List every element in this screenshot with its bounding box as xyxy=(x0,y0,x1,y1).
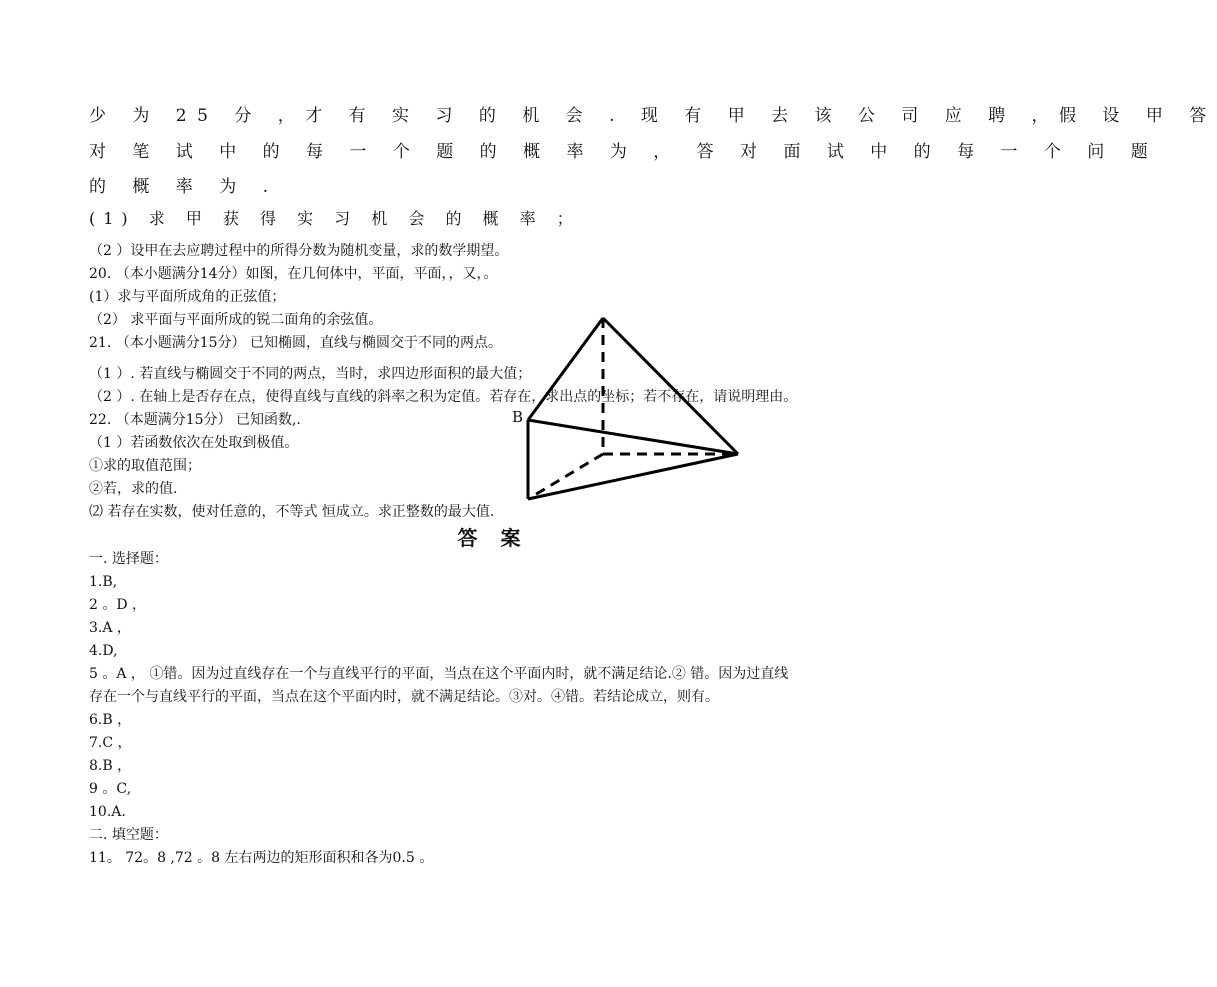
answer-line: 一. 选择题： xyxy=(89,551,168,567)
answer-line: 11。 72。8 ,72 。8 左右两边的矩形面积和各为0.5 。 xyxy=(89,850,434,866)
question-21-part-2: （2 ）. 在轴上是否存在点，使得直线与直线的斜率之积为定值。若存在，求出点的坐标；若不存在，请说明理由。 xyxy=(89,389,798,405)
edge-bottom-right xyxy=(528,454,738,499)
answer-line: 7.C ， xyxy=(89,735,132,751)
edge-b-right xyxy=(528,420,738,454)
question-22-part-1: （1 ）若函数依次在处取到极值。 xyxy=(89,435,299,451)
question-21: 21. （本小题满分15分） 已知椭圆，直线与椭圆交于不同的两点。 xyxy=(89,335,502,351)
problem-line-2: 对 笔 试 中 的 每 一 个 题 的 概 率 为 ， 答 对 面 试 中 的 每 一 个 问 题 xyxy=(89,142,1159,162)
answer-line: 8.B ， xyxy=(89,758,132,774)
answer-line: 1.B, xyxy=(89,574,118,590)
question-20-part-2: （2） 求平面与平面所成的锐二面角的余弦值。 xyxy=(89,312,383,328)
question-19-part-2: （2 ）设甲在去应聘过程中的所得分数为随机变量，求的数学期望。 xyxy=(89,243,509,259)
geometry-figure xyxy=(505,310,755,510)
answer-line: 10.A. xyxy=(89,804,126,820)
answer-line: 3.A ， xyxy=(89,620,131,636)
question-22-part-2: ⑵ 若存在实数，使对任意的，不等式 恒成立。求正整数的最大值. xyxy=(89,504,495,520)
question-20: 20. （本小题满分14分）如图，在几何体中，平面，平面，，又，。 xyxy=(89,266,498,282)
edge-top-b xyxy=(528,318,603,420)
answer-line: 9 。C, xyxy=(89,781,132,797)
answer-line: 存在一个与直线平行的平面，当点在这个平面内时，就不满足结论。③对。④错。若结论成立，则有。 xyxy=(89,689,719,705)
figure-label-b: B xyxy=(512,408,524,426)
answer-line: 2 。D ， xyxy=(89,597,147,613)
answer-line: 二. 填空题： xyxy=(89,827,168,843)
answer-line: 6.B ， xyxy=(89,712,132,728)
question-22: 22. （本题满分15分） 已知函数,. xyxy=(89,412,301,428)
problem-line-1: 少 为 25 分 ，才 有 实 习 的 机 会 . 现 有 甲 去 该 公 司 应 聘 ，假 设 甲 答 xyxy=(89,106,1217,126)
edge-top-right xyxy=(603,318,738,454)
answer-line: 4.D, xyxy=(89,643,118,659)
question-19-part-1: (1) 求 甲 获 得 实 习 机 会 的 概 率 ； xyxy=(89,209,581,228)
question-21-part-1: （1 ）. 若直线与椭圆交于不同的两点，当时，求四边形面积的最大值； xyxy=(89,366,532,382)
question-20-part-1: (1）求与平面所成角的正弦值； xyxy=(89,289,286,305)
answers-title: 答 案 xyxy=(457,526,529,550)
question-22-part-1a: ①求的取值范围； xyxy=(89,458,201,474)
problem-line-3: 的 概 率 为 . xyxy=(89,177,279,197)
answer-line: 5 。A ， ①错。因为过直线存在一个与直线平行的平面，当点在这个平面内时，就不满足结论.② 错。因为过直线 xyxy=(89,666,789,682)
question-22-part-1b: ②若，求的值. xyxy=(89,481,178,497)
